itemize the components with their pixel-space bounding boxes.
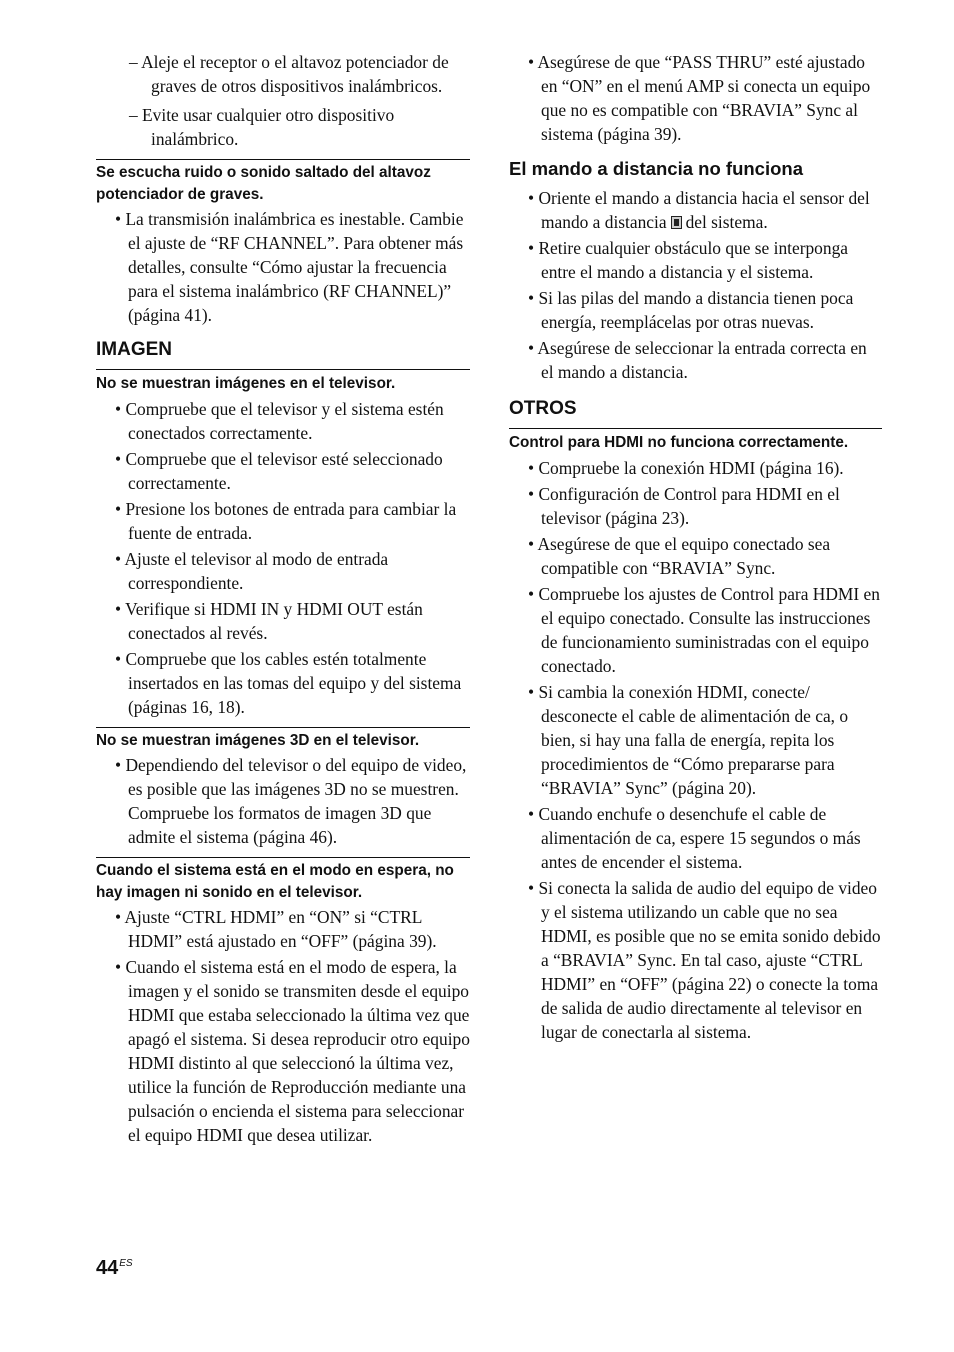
- list-item: • Compruebe que el televisor y el sistema estén conectados correctamente.: [115, 398, 444, 443]
- standby-heading: Cuando el sistema está en el modo en espera, no hay imagen ni sonido en el televisor.: [96, 857, 470, 905]
- list-item: • Compruebe que los cables estén totalmente insertados en las tomas del equipo y del sistema (páginas 16, 18).: [115, 648, 462, 717]
- list-item: • Retire cualquier obstáculo que se interponga entre el mando a distancia y el sistema.: [528, 238, 848, 282]
- page-language: ES: [119, 1258, 133, 1269]
- list-item: • Asegúrese de que “PASS THRU” esté ajustado en “ON” en el menú AMP si conecta un equipo que no es compatible con “BRAVIA” Sync al sistema (página 39).: [528, 52, 871, 144]
- dash-item: – Evite usar cualquier otro dispositivo inalámbrico.: [129, 105, 395, 149]
- list-item: • Ajuste el televisor al modo de entrada correspondiente.: [115, 548, 389, 593]
- list-item: • Asegúrese de que el equipo conectado sea compatible con “BRAVIA” Sync.: [528, 533, 831, 578]
- list-item: • Compruebe los ajustes de Control para HDMI en el equipo conectado. Consulte las instrucciones de funcionamiento suministradas con el equipo conectado.: [528, 583, 880, 676]
- list-item: • Si conecta la salida de audio del equipo de video y el sistema utilizando un cable que no sea HDMI, es posible que no se emita sonido debido a “BRAVIA” Sync. En tal caso, ajuste “CTRL HDMI” en “OFF” (página 22) o conecte la toma de salida de audio directamente al televisor en lugar de conectarla al sistema.: [528, 877, 881, 1042]
- dash-item: – Aleje el receptor o el altavoz potenciador de graves de otros dispositivos inalámbricos.: [129, 52, 449, 96]
- list-item: • Presione los botones de entrada para cambiar la fuente de entrada.: [115, 498, 457, 543]
- section-title-imagen: IMAGEN: [96, 337, 470, 370]
- left-column: [96, 50, 470, 1149]
- list-item: • Cuando el sistema está en el modo de espera, la imagen y el sonido se transmiten desde el equipo HDMI que estaba seleccionado la última vez que apagó el sistema. Si desea reproducir otro equipo HDMI distinto al que seleccionó la última vez, utilice la función de Reproducción mediante una pulsación o encienda el sistema para seleccionar el equipo HDMI que desea utilizar.: [115, 957, 470, 1145]
- no-3d-heading: No se muestran imágenes 3D en el televisor.: [96, 727, 470, 754]
- right-column: [509, 50, 882, 1046]
- list-item: • Si las pilas del mando a distancia tienen poca energía, reemplácelas por otras nuevas.: [528, 288, 854, 332]
- list-item: • Ajuste “CTRL HDMI” en “ON” si “CTRL HDMI” está ajustado en “OFF” (página 39).: [115, 907, 437, 951]
- list-item: • La transmisión inalámbrica es inestable. Cambie el ajuste de “RF CHANNEL”. Para obtener más detalles, consulte “Cómo ajustar la frecuencia para el sistema inalámbrico (RF CHANNEL)” (página 41).: [115, 209, 464, 325]
- page-number: $44^{ES}$: [96, 1257, 133, 1279]
- list-item: • Configuración de Control para HDMI en el televisor (página 23).: [528, 483, 840, 528]
- list-item: • Compruebe que el televisor esté seleccionado correctamente.: [115, 448, 443, 493]
- section-title-otros: OTROS: [509, 396, 882, 429]
- list-item: • Verifique si HDMI IN y HDMI OUT están conectados al revés.: [115, 598, 423, 643]
- remote-heading: El mando a distancia no funciona: [509, 158, 803, 179]
- list-item: • Si cambia la conexión HDMI, conecte/ desconecte el cable de alimentación de ca, o bien, si hay una falla de energía, repita los procedimientos de “Cómo prepararse para “BRAVIA” Sync” (página 20).: [528, 681, 849, 798]
- list-item: • Asegúrese de seleccionar la entrada correcta en el mando a distancia.: [528, 338, 867, 382]
- hdmi-heading: Control para HDMI no funciona correctamente.: [509, 434, 849, 451]
- noise-heading: Se escucha ruido o sonido saltado del altavoz potenciador de graves.: [96, 159, 470, 207]
- remote-sensor-icon: [671, 216, 682, 229]
- list-item: • Compruebe la conexión HDMI (página 16).: [528, 457, 844, 478]
- list-item: • Oriente el mando a distancia hacia el sensor del mando a distancia del sistema.: [528, 188, 870, 232]
- list-item: • Dependiendo del televisor o del equipo de video, es posible que las imágenes 3D no se muestren. Compruebe los formatos de imagen 3D que admite el sistema (página 46).: [115, 755, 467, 847]
- no-image-heading: No se muestran imágenes en el televisor.: [96, 375, 396, 392]
- list-item: • Cuando enchufe o desenchufe el cable de alimentación de ca, espere 15 segundos o más antes de encender el sistema.: [528, 803, 861, 872]
